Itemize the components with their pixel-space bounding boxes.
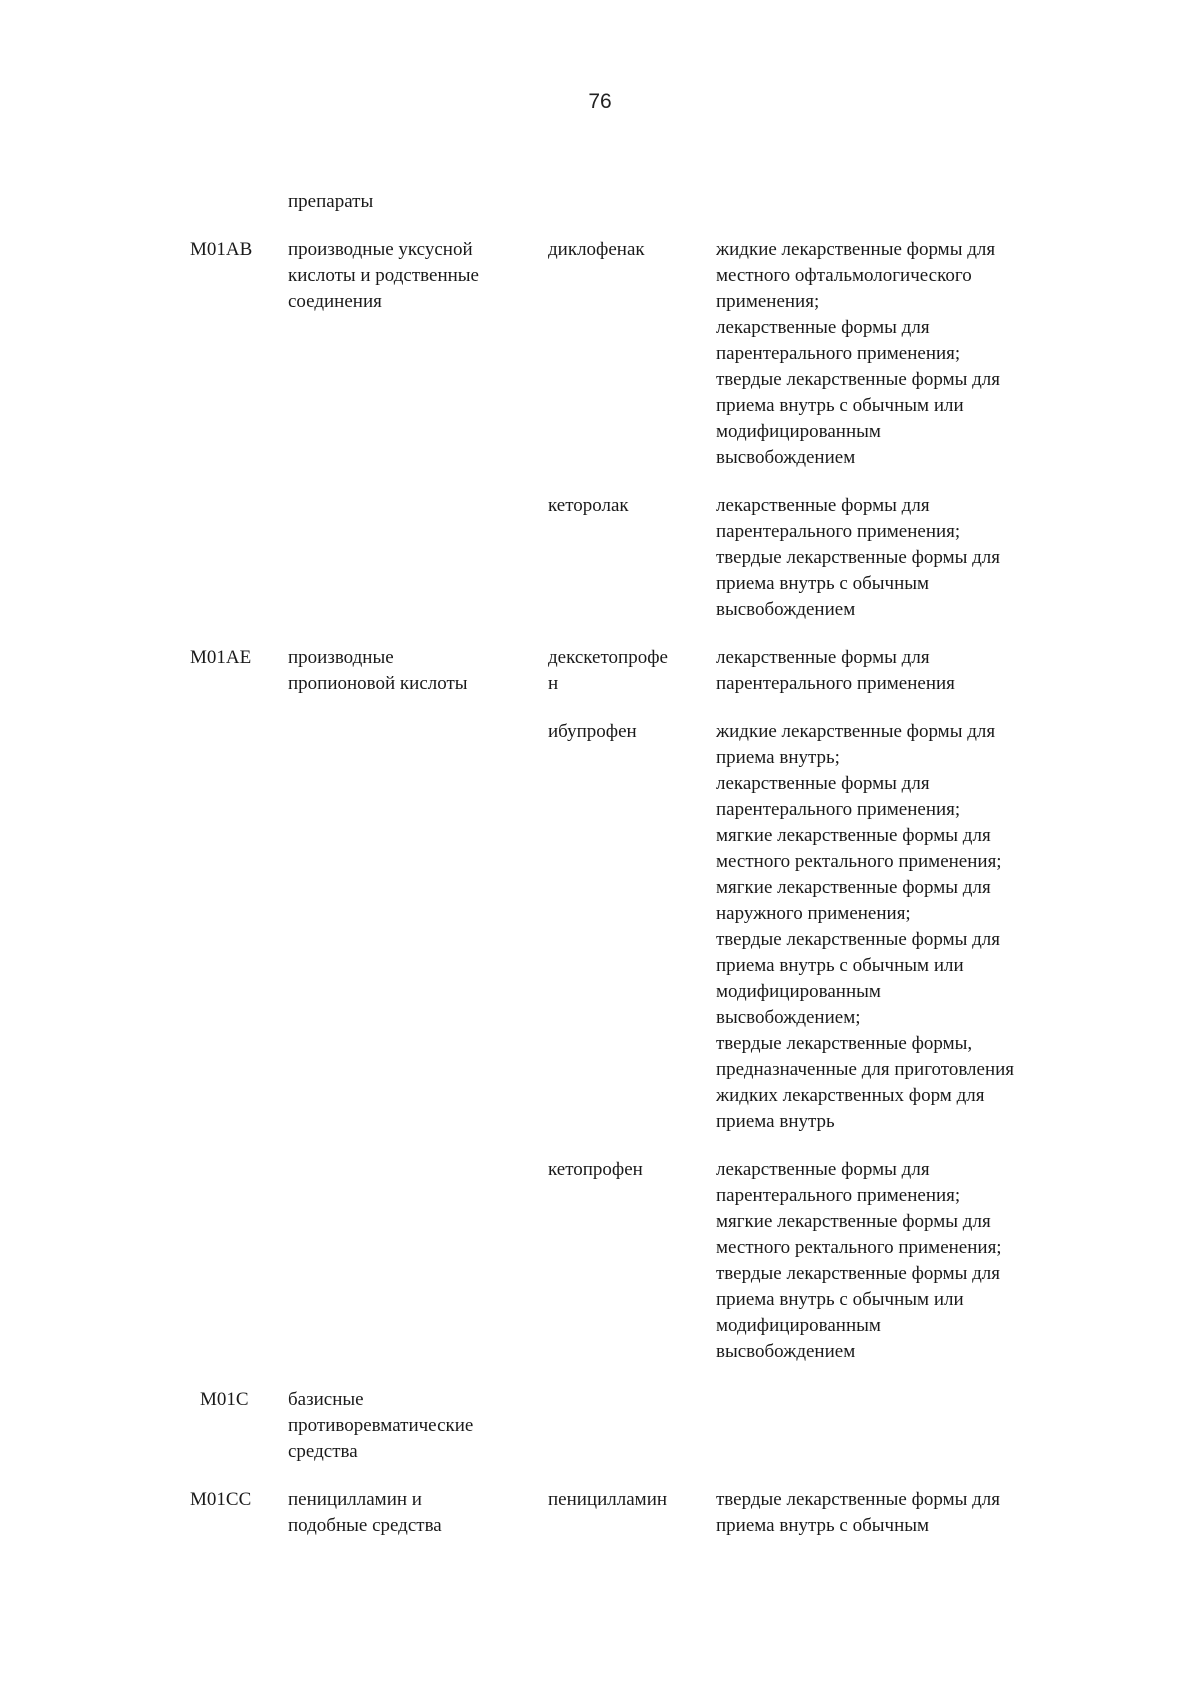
drug-cell xyxy=(548,645,716,697)
form-line: высвобождением; xyxy=(716,1007,861,1028)
group-cell xyxy=(288,189,548,215)
form-line: жидкие лекарственные формы для xyxy=(716,239,996,260)
group-cell xyxy=(288,1487,548,1539)
atc-code: M01CC xyxy=(190,1489,252,1510)
drug-table xyxy=(190,189,1090,1539)
forms-cell xyxy=(716,1157,1076,1365)
form-line: модифицированным xyxy=(716,421,881,442)
drug-cell xyxy=(548,493,716,519)
group-line: подобные средства xyxy=(288,1515,442,1536)
group-line: производные уксусной xyxy=(288,239,473,260)
table-row xyxy=(190,1157,1090,1365)
table-row xyxy=(190,189,1090,215)
forms-cell xyxy=(716,493,1076,623)
form-line: высвобождением xyxy=(716,599,856,620)
drug-name: диклофенак xyxy=(548,239,645,260)
group-cell xyxy=(288,237,548,315)
form-line: лекарственные формы для xyxy=(716,773,930,794)
form-line: жидких лекарственных форм для xyxy=(716,1085,985,1106)
group-line: производные xyxy=(288,647,394,668)
drug-cell xyxy=(548,1487,716,1513)
group-line: пропионовой кислоты xyxy=(288,673,468,694)
form-line: наружного применения; xyxy=(716,903,911,924)
forms-cell xyxy=(716,237,1076,471)
atc-code-cell xyxy=(190,1487,288,1513)
form-line: приема внутрь с обычным или xyxy=(716,1289,964,1310)
form-line: твердые лекарственные формы для xyxy=(716,1489,1001,1510)
group-cell xyxy=(288,1387,548,1465)
form-line: применения; xyxy=(716,291,820,312)
form-line: лекарственные формы для xyxy=(716,317,930,338)
form-line: лекарственные формы для xyxy=(716,647,930,668)
form-line: приема внутрь с обычным или xyxy=(716,955,964,976)
form-line: местного ректального применения; xyxy=(716,1237,1002,1258)
drug-cell xyxy=(548,237,716,263)
forms-cell xyxy=(716,1487,1076,1539)
group-line: средства xyxy=(288,1441,358,1462)
table-row xyxy=(190,645,1090,697)
table-row xyxy=(190,1487,1090,1539)
form-line: предназначенные для приготовления xyxy=(716,1059,1015,1080)
form-line: местного ректального применения; xyxy=(716,851,1002,872)
forms-cell xyxy=(716,645,1076,697)
drug-name: ибупрофен xyxy=(548,721,637,742)
atc-code-cell xyxy=(190,645,288,671)
group-cell xyxy=(288,645,548,697)
group-line: препараты xyxy=(288,191,374,212)
drug-cell xyxy=(548,1157,716,1183)
form-line: мягкие лекарственные формы для xyxy=(716,825,991,846)
atc-code-cell xyxy=(190,237,288,263)
table-row xyxy=(190,719,1090,1135)
form-line: мягкие лекарственные формы для xyxy=(716,877,991,898)
form-line: лекарственные формы для xyxy=(716,1159,930,1180)
atc-code-cell xyxy=(190,1387,298,1413)
form-line: модифицированным xyxy=(716,1315,881,1336)
form-line: модифицированным xyxy=(716,981,881,1002)
drug-name: н xyxy=(548,673,559,694)
group-line: противоревматические xyxy=(288,1415,474,1436)
form-line: мягкие лекарственные формы для xyxy=(716,1211,991,1232)
form-line: парентерального применения; xyxy=(716,343,961,364)
form-line: приема внутрь; xyxy=(716,747,840,768)
atc-code: M01AE xyxy=(190,647,252,668)
form-line: твердые лекарственные формы, xyxy=(716,1033,973,1054)
form-line: твердые лекарственные формы для xyxy=(716,929,1001,950)
form-line: парентерального применения; xyxy=(716,1185,961,1206)
form-line: местного офтальмологического xyxy=(716,265,972,286)
drug-name: пеницилламин xyxy=(548,1489,668,1510)
form-line: парентерального применения; xyxy=(716,799,961,820)
forms-cell xyxy=(716,719,1076,1135)
group-line: пеницилламин и xyxy=(288,1489,422,1510)
page-number: 76 xyxy=(588,90,612,113)
form-line: жидкие лекарственные формы для xyxy=(716,721,996,742)
group-line: соединения xyxy=(288,291,382,312)
atc-code: M01C xyxy=(200,1389,249,1410)
drug-cell xyxy=(548,719,716,745)
drug-name: кетопрофен xyxy=(548,1159,643,1180)
form-line: лекарственные формы для xyxy=(716,495,930,516)
form-line: парентерального применения xyxy=(716,673,955,694)
group-line: кислоты и родственные xyxy=(288,265,479,286)
form-line: твердые лекарственные формы для xyxy=(716,547,1001,568)
form-line: приема внутрь с обычным или xyxy=(716,395,964,416)
form-line: парентерального применения; xyxy=(716,521,961,542)
form-line: приема внутрь xyxy=(716,1111,835,1132)
drug-name: декскетопрофе xyxy=(548,647,668,668)
form-line: твердые лекарственные формы для xyxy=(716,1263,1001,1284)
form-line: приема внутрь с обычным xyxy=(716,1515,930,1536)
form-line: твердые лекарственные формы для xyxy=(716,369,1001,390)
atc-code: M01AB xyxy=(190,239,253,260)
form-line: высвобождением xyxy=(716,447,856,468)
form-line: высвобождением xyxy=(716,1341,856,1362)
table-row xyxy=(190,493,1090,623)
table-row xyxy=(190,237,1090,471)
table-row xyxy=(190,1387,1090,1465)
form-line: приема внутрь с обычным xyxy=(716,573,930,594)
drug-name: кеторолак xyxy=(548,495,629,516)
group-line: базисные xyxy=(288,1389,364,1410)
